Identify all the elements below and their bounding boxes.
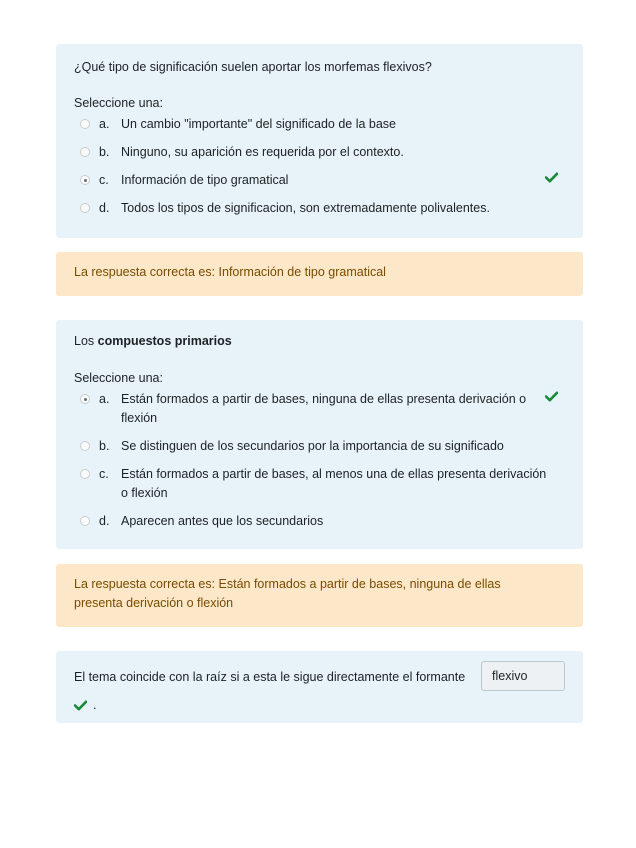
question-1-prompt: Seleccione una: — [74, 96, 163, 110]
q1-option-b[interactable] — [80, 143, 550, 162]
question-2-prompt: Seleccione una: — [74, 371, 163, 385]
correct-check-icon — [545, 391, 558, 402]
feedback-1 — [56, 252, 583, 296]
question-1 — [56, 44, 583, 238]
correct-check-icon — [74, 700, 87, 711]
option-text: Información de tipo gramatical — [121, 173, 289, 187]
option-text: Todos los tipos de significacion, son extremadamente polivalentes. — [121, 201, 490, 215]
option-text: Un cambio "importante" del significado de la base — [121, 117, 396, 131]
q2-option-d[interactable] — [80, 512, 550, 531]
feedback-2-text: La respuesta correcta es: Están formados a partir de bases, ninguna de ellas presenta derivación o flexión — [74, 577, 501, 610]
radio-button[interactable] — [80, 119, 90, 129]
question-2-text — [74, 332, 232, 350]
radio-button-selected[interactable] — [80, 394, 90, 404]
q1-option-c[interactable] — [80, 171, 550, 190]
radio-button[interactable] — [80, 147, 90, 157]
option-text: Se distinguen de los secundarios por la importancia de su significado — [121, 439, 504, 453]
option-text: Ninguno, su aparición es requerida por el contexto. — [121, 145, 404, 159]
radio-button[interactable] — [80, 441, 90, 451]
q1-option-d[interactable] — [80, 199, 550, 218]
question-1-text: ¿Qué tipo de significación suelen aportar los morfemas flexivos? — [74, 60, 432, 74]
q2-option-a[interactable] — [80, 390, 550, 428]
option-letter: b. — [99, 145, 110, 159]
question-2-bold: compuestos primarios — [97, 334, 232, 348]
option-letter: a. — [99, 392, 110, 406]
correct-check-icon — [545, 172, 558, 183]
radio-button[interactable] — [80, 516, 90, 526]
option-letter: c. — [99, 173, 109, 187]
radio-button-selected[interactable] — [80, 175, 90, 185]
q1-option-a[interactable] — [80, 115, 550, 134]
option-letter: d. — [99, 201, 110, 215]
option-letter: d. — [99, 514, 110, 528]
answer-input[interactable]: flexivo — [481, 661, 565, 691]
option-text: Están formados a partir de bases, ninguna de ellas presenta derivación o flexión — [121, 392, 527, 425]
option-letter: c. — [99, 467, 109, 481]
question-3 — [56, 651, 583, 723]
question-3-trailing: . — [93, 698, 97, 712]
option-letter: b. — [99, 439, 110, 453]
radio-button[interactable] — [80, 203, 90, 213]
radio-button[interactable] — [80, 469, 90, 479]
q2-option-b[interactable] — [80, 437, 550, 456]
question-3-text: El tema coincide con la raíz si a esta le sigue directamente el formante — [74, 670, 466, 684]
question-2 — [56, 320, 583, 549]
option-letter: a. — [99, 117, 110, 131]
option-text: Aparecen antes que los secundarios — [121, 514, 324, 528]
feedback-1-text: La respuesta correcta es: Información de tipo gramatical — [74, 265, 386, 279]
feedback-2 — [56, 564, 583, 627]
question-2-prefix: Los — [74, 334, 98, 348]
q2-option-c[interactable] — [80, 465, 550, 503]
option-text: Están formados a partir de bases, al menos una de ellas presenta derivación o flexión — [121, 467, 547, 500]
